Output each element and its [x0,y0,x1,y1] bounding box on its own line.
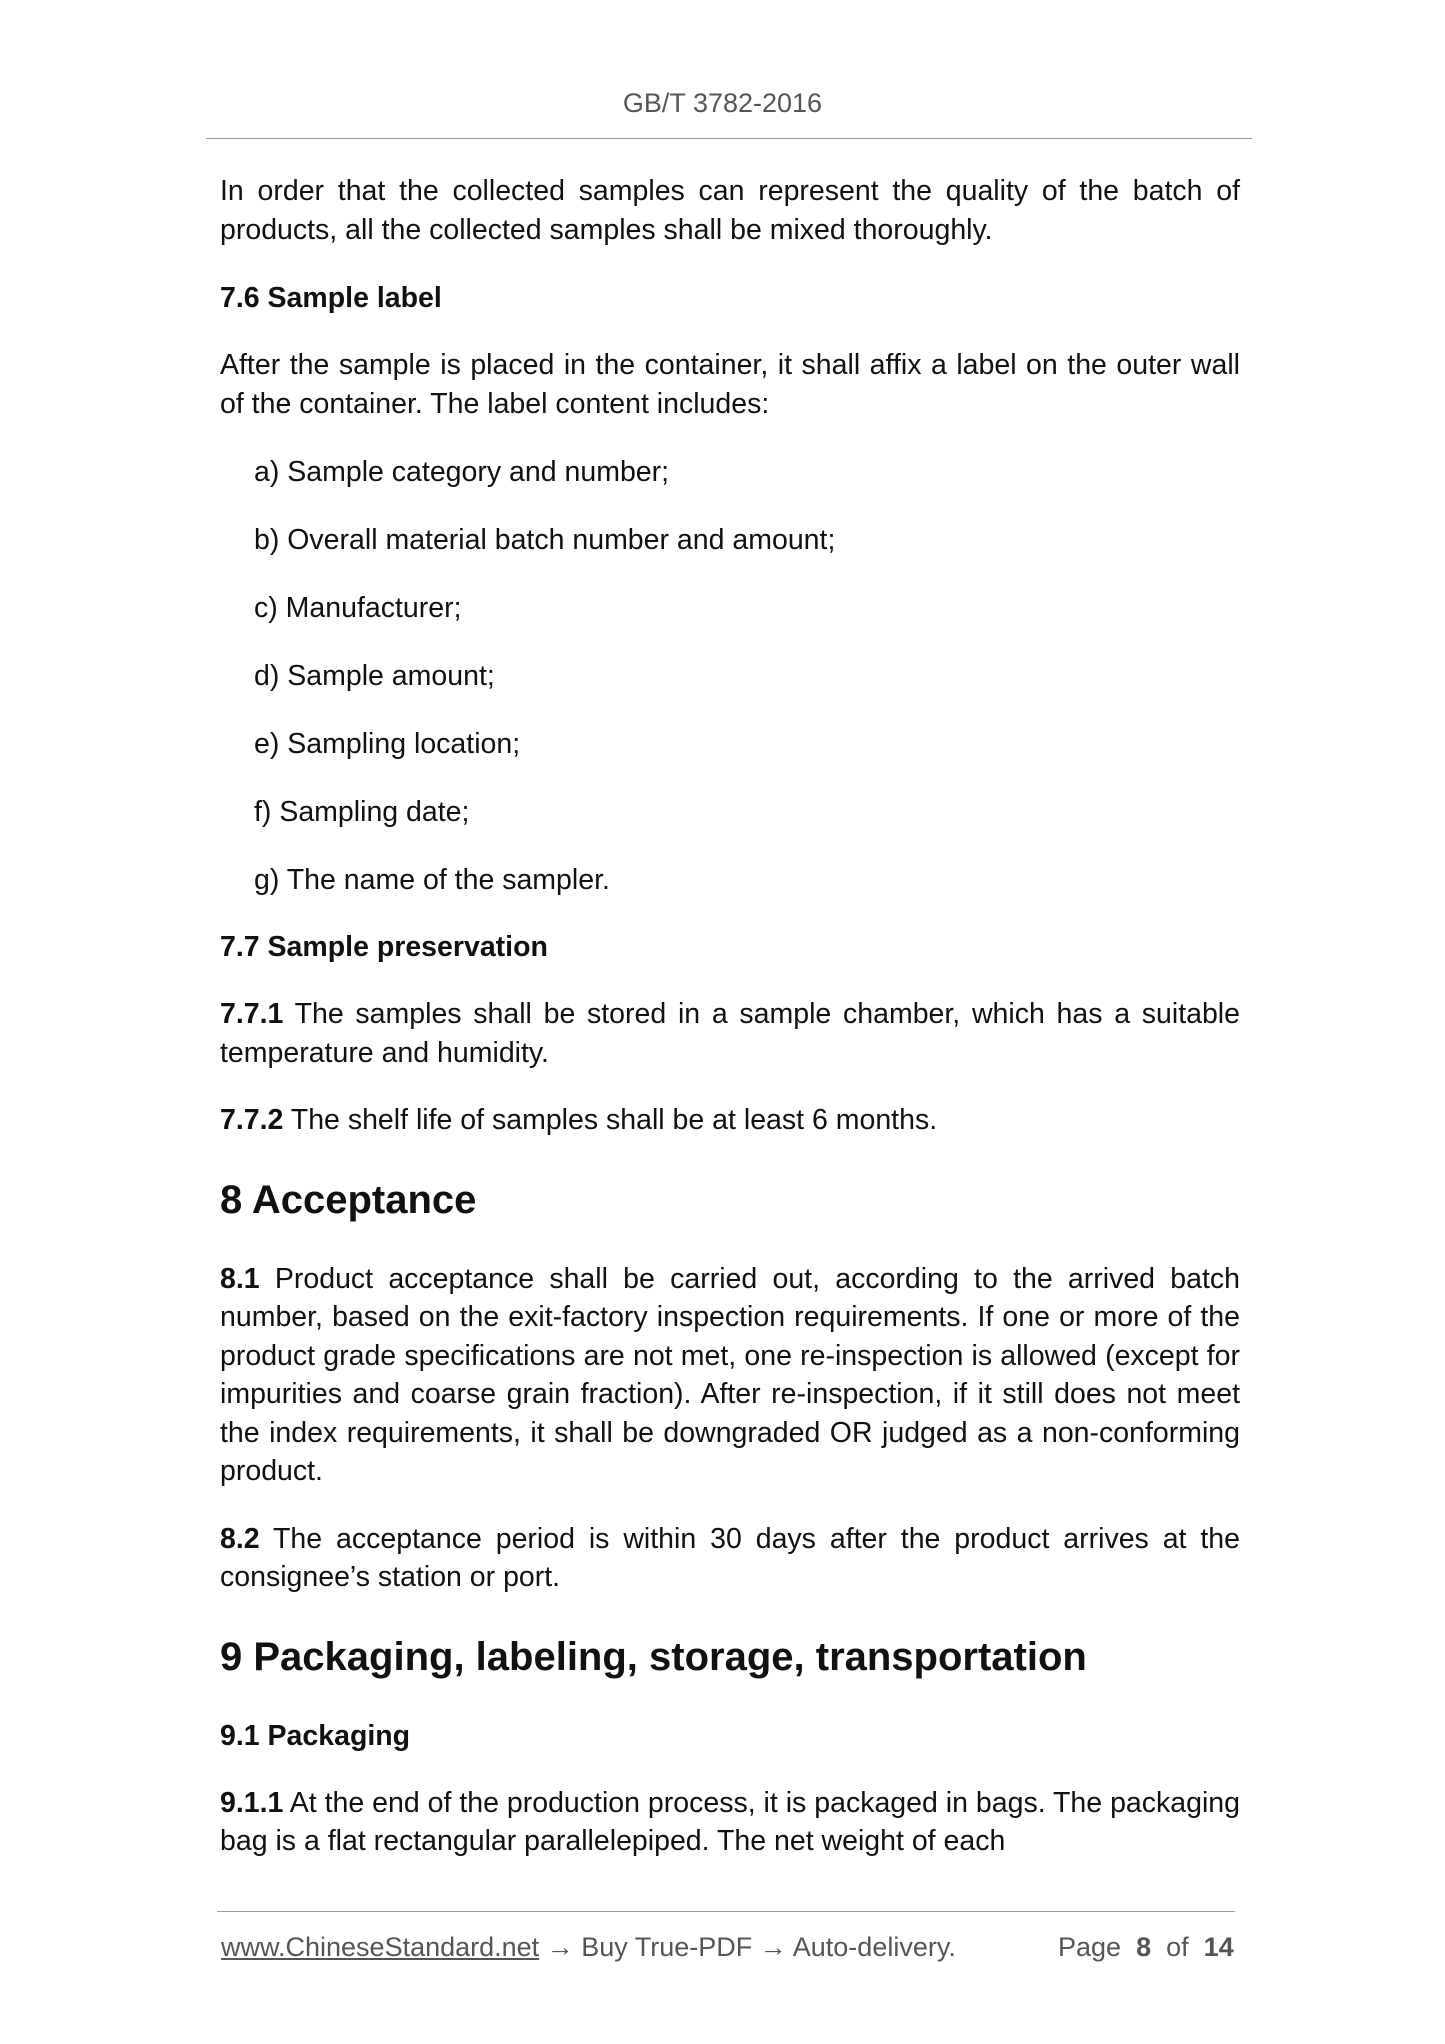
section-9-1-heading: 9.1 Packaging [220,1719,411,1752]
clause-text: The acceptance period is within 30 days after the product arrives at the consignee’s station or port. [220,1522,1240,1593]
clause-number: 8.2 [220,1522,260,1555]
header-divider [206,138,1252,139]
list-item: b) Overall material batch number and amount; [254,524,836,556]
list-item: a) Sample category and number; [254,456,670,488]
list-item: c) Manufacturer; [254,592,462,624]
clause-8-1 [220,1260,1240,1491]
clause-number: 7.7.1 [220,998,284,1030]
clause-8-2 [220,1520,1240,1597]
of-label: of [1166,1932,1189,1962]
clause-number: 9.1.1 [220,1786,284,1819]
clause-9-1-1 [220,1784,1240,1861]
list-item: g) The name of the sampler. [254,864,610,896]
section-7-6-body: After the sample is placed in the container, it shall affix a label on the outer wall of the container. The label content includes: [220,349,1240,420]
intro-paragraph: In order that the collected samples can represent the quality of the batch of products, all the collected samples shall be mixed thoroughly. [220,175,1240,246]
total-pages: 14 [1203,1932,1234,1962]
arrow-right-icon: → [752,1932,793,1962]
footer-divider [217,1911,1235,1912]
clause-text: The shelf life of samples shall be at least 6 months. [283,1104,938,1136]
current-page: 8 [1136,1932,1152,1962]
section-7-6-heading: 7.6 Sample label [220,282,442,314]
clause-number: 8.1 [220,1262,260,1295]
list-item: f) Sampling date; [254,796,470,828]
clause-7-7-2 [220,1101,1240,1140]
footer-promo [221,1932,956,1963]
page-label: Page [1058,1932,1122,1962]
list-item: e) Sampling location; [254,728,521,760]
auto-delivery-text: Auto-delivery. [792,1932,956,1962]
clause-7-7-1 [220,995,1240,1072]
section-8-heading: 8 Acceptance [220,1177,477,1222]
document-id-header: GB/T 3782-2016 [622,88,823,118]
section-9-heading: 9 Packaging, labeling, storage, transportation [220,1634,1087,1679]
label-content-list [220,453,1240,899]
page-number [1058,1932,1234,1963]
buy-pdf-text: Buy True-PDF [581,1932,753,1962]
arrow-right-icon: → [539,1932,582,1962]
list-item: d) Sample amount; [254,660,495,692]
clause-number: 7.7.2 [220,1104,284,1136]
clause-text: At the end of the production process, it is packaged in bags. The packaging bag is a flat rectangular parallelepiped. The net weight of each [220,1786,1240,1857]
section-7-7-heading: 7.7 Sample preservation [220,931,548,963]
clause-text: Product acceptance shall be carried out, according to the arrived batch number, based on the exit-factory inspection requirements. If one or more of the product grade specifications are not met, one re-inspection is allowed (except for impurities and coarse grain fraction). After re-inspection, if it still does not meet the index requirements, it shall be downgraded OR judged as a non-conforming product. [220,1262,1240,1487]
clause-text: The samples shall be stored in a sample chamber, which has a suitable temperature and humidity. [220,998,1240,1069]
site-link[interactable]: www.ChineseStandard.net [221,1932,540,1962]
page-body [220,172,1240,1861]
